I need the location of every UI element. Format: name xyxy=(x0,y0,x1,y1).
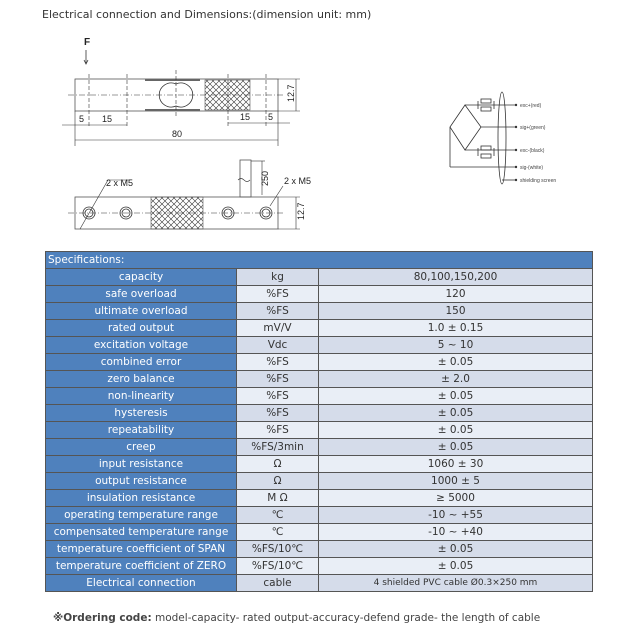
m5-label-right: 2 x M5 xyxy=(284,176,312,186)
spec-unit: %FS/3min xyxy=(237,439,319,456)
table-row xyxy=(46,422,593,439)
table-row xyxy=(46,371,593,388)
spec-name: compensated temperature range xyxy=(46,524,237,541)
table-row xyxy=(46,388,593,405)
spec-name: hysteresis xyxy=(46,405,237,422)
spec-unit: Ω xyxy=(237,456,319,473)
dim-5-left: 5 xyxy=(79,114,85,124)
section-title: Electrical connection and Dimensions:(dimension unit: mm) xyxy=(42,8,372,21)
spec-value: -10 ~ +55 xyxy=(319,507,593,524)
table-row xyxy=(46,575,593,592)
spec-name: ultimate overload xyxy=(46,303,237,320)
wire-label-exc-minus: exc-(black) xyxy=(520,148,545,154)
table-row xyxy=(46,354,593,371)
spec-name: creep xyxy=(46,439,237,456)
wiring-diagram xyxy=(440,80,590,190)
table-row xyxy=(46,286,593,303)
spec-value: ± 2.0 xyxy=(319,371,593,388)
spec-value: ± 0.05 xyxy=(319,422,593,439)
spec-name: safe overload xyxy=(46,286,237,303)
dimension-drawing xyxy=(0,28,330,243)
spec-value: 80,100,150,200 xyxy=(319,269,593,286)
ordering-code-label: ※Ordering code: xyxy=(53,612,152,624)
spec-unit: %FS xyxy=(237,354,319,371)
spec-name: input resistance xyxy=(46,456,237,473)
spec-name: non-linearity xyxy=(46,388,237,405)
table-row xyxy=(46,337,593,354)
dim-5-right: 5 xyxy=(268,112,274,122)
table-row xyxy=(46,473,593,490)
spec-value: ± 0.05 xyxy=(319,354,593,371)
spec-unit: %FS xyxy=(237,286,319,303)
spec-unit: Ω xyxy=(237,473,319,490)
table-row xyxy=(46,439,593,456)
spec-unit: %FS xyxy=(237,405,319,422)
dim-12-7-top: 12.7 xyxy=(286,84,296,102)
table-row xyxy=(46,507,593,524)
spec-value: ± 0.05 xyxy=(319,439,593,456)
side-view xyxy=(62,37,300,146)
table-row xyxy=(46,490,593,507)
wire-label-sig-plus: sig+(green) xyxy=(520,125,546,131)
table-header: Specifications: xyxy=(46,252,593,269)
ordering-code-text: model-capacity- rated output-accuracy-defend grade- the length of cable xyxy=(151,612,541,624)
spec-unit: %FS xyxy=(237,371,319,388)
spec-name: capacity xyxy=(46,269,237,286)
spec-name: insulation resistance xyxy=(46,490,237,507)
table-row xyxy=(46,558,593,575)
table-row xyxy=(46,320,593,337)
dim-250: 250 xyxy=(260,170,270,186)
dim-80: 80 xyxy=(172,129,183,139)
spec-name: operating temperature range xyxy=(46,507,237,524)
dim-12-7-bottom: 12.7 xyxy=(296,202,306,220)
spec-value: 1000 ± 5 xyxy=(319,473,593,490)
table-row xyxy=(46,524,593,541)
top-view xyxy=(68,160,311,229)
spec-unit: kg xyxy=(237,269,319,286)
spec-unit: ℃ xyxy=(237,524,319,541)
table-row xyxy=(46,456,593,473)
spec-value: 4 shielded PVC cable Ø0.3×250 mm xyxy=(319,575,593,592)
spec-name: combined error xyxy=(46,354,237,371)
m5-label-left: 2 x M5 xyxy=(106,178,134,188)
wire-label-exc-plus: exc+(red) xyxy=(520,103,542,109)
spec-value: ± 0.05 xyxy=(319,388,593,405)
spec-value: 150 xyxy=(319,303,593,320)
spec-name: Electrical connection xyxy=(46,575,237,592)
spec-value: 120 xyxy=(319,286,593,303)
spec-value: -10 ~ +40 xyxy=(319,524,593,541)
spec-unit: %FS xyxy=(237,303,319,320)
table-row xyxy=(46,405,593,422)
dim-15-right: 15 xyxy=(240,112,251,122)
spec-name: output resistance xyxy=(46,473,237,490)
spec-name: excitation voltage xyxy=(46,337,237,354)
dim-15-left: 15 xyxy=(102,114,113,124)
spec-unit: %FS xyxy=(237,388,319,405)
spec-name: rated output xyxy=(46,320,237,337)
spec-unit: Vdc xyxy=(237,337,319,354)
spec-name: temperature coefficient of ZERO xyxy=(46,558,237,575)
spec-unit: %FS/10℃ xyxy=(237,541,319,558)
ordering-code xyxy=(53,612,540,624)
specifications-table xyxy=(45,251,593,592)
table-row xyxy=(46,541,593,558)
spec-value: ≥ 5000 xyxy=(319,490,593,507)
table-row xyxy=(46,303,593,320)
spec-unit: ℃ xyxy=(237,507,319,524)
table-row xyxy=(46,269,593,286)
spec-name: zero balance xyxy=(46,371,237,388)
force-label: F xyxy=(84,37,91,48)
spec-value: ± 0.05 xyxy=(319,541,593,558)
spec-value: ± 0.05 xyxy=(319,558,593,575)
spec-value: ± 0.05 xyxy=(319,405,593,422)
wire-label-sig-minus: sig-(white) xyxy=(520,165,544,171)
spec-value: 1.0 ± 0.15 xyxy=(319,320,593,337)
spec-name: temperature coefficient of SPAN xyxy=(46,541,237,558)
spec-value: 1060 ± 30 xyxy=(319,456,593,473)
spec-unit: M Ω xyxy=(237,490,319,507)
spec-name: repeatability xyxy=(46,422,237,439)
spec-unit: mV/V xyxy=(237,320,319,337)
wire-label-shield: shielding screen xyxy=(520,178,557,184)
spec-unit: cable xyxy=(237,575,319,592)
spec-value: 5 ~ 10 xyxy=(319,337,593,354)
spec-unit: %FS xyxy=(237,422,319,439)
spec-unit: %FS/10℃ xyxy=(237,558,319,575)
